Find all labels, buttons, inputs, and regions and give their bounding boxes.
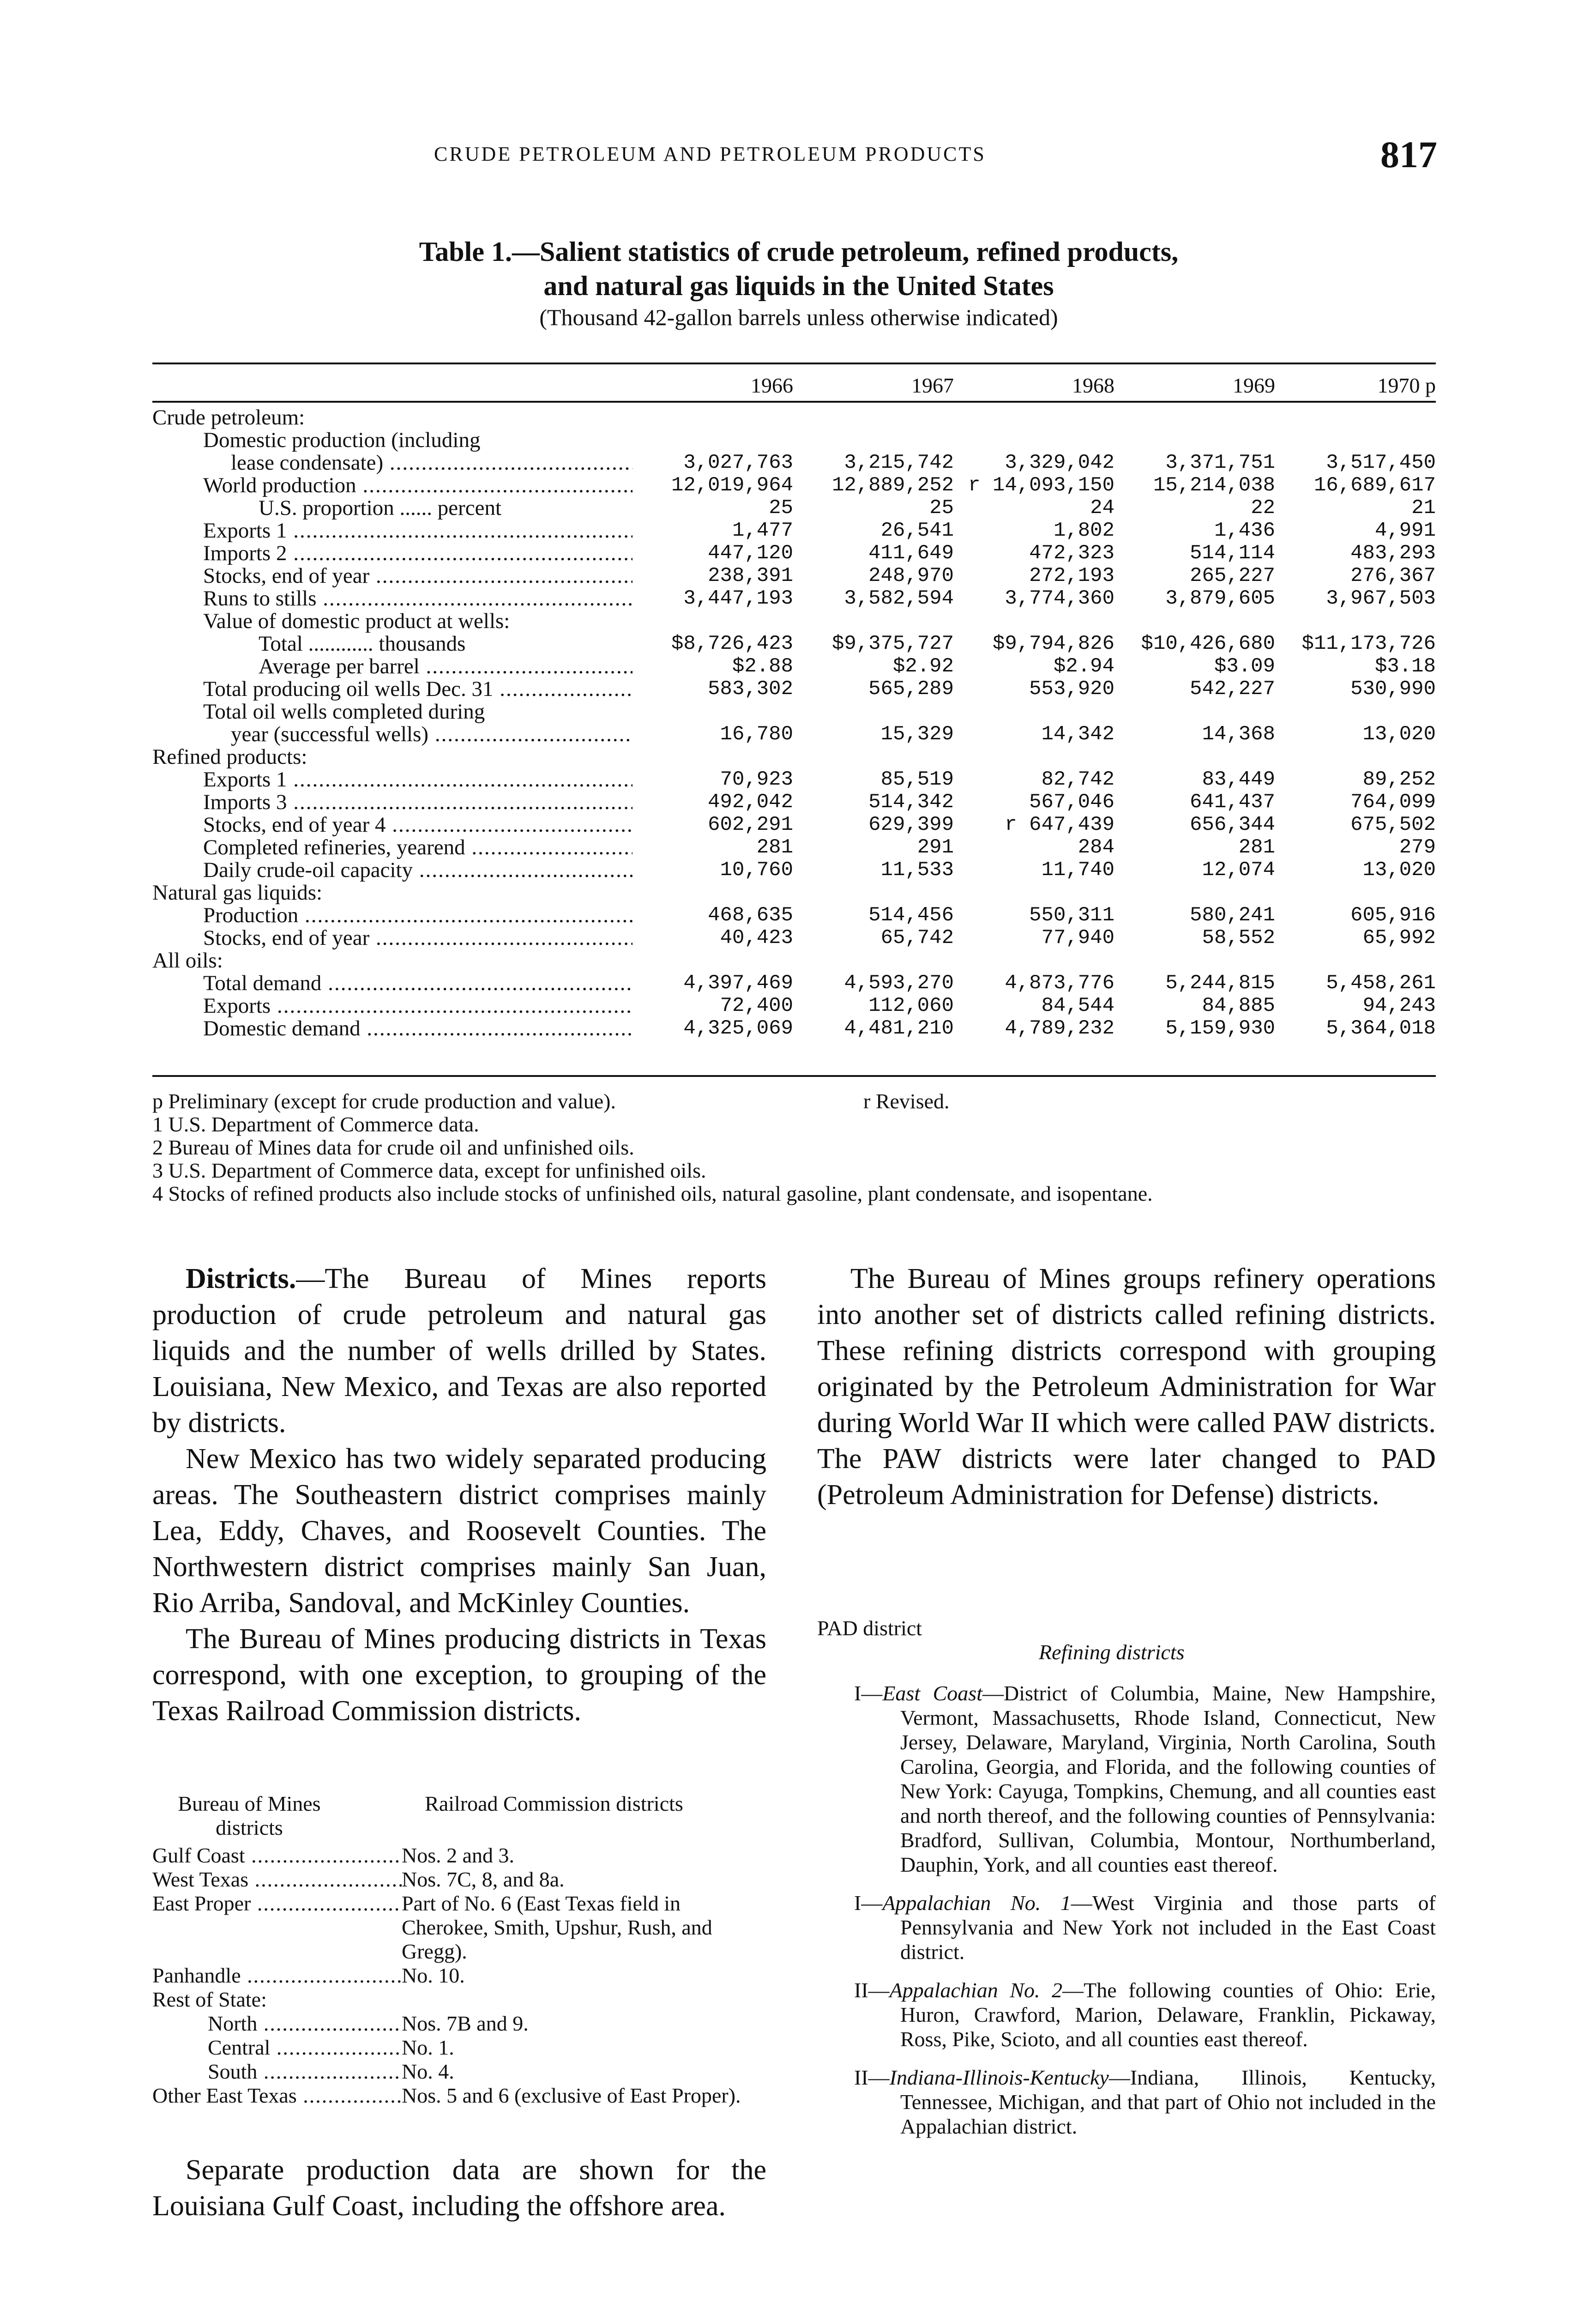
row-label: Completed refineries, yearend ..... — [152, 836, 632, 859]
row-label: Exports 1 ..... — [152, 520, 632, 542]
table-cell: 238,391 — [708, 564, 793, 587]
table-cell: $2.94 — [1053, 655, 1114, 678]
row-label: Natural gas liquids: — [152, 882, 323, 904]
table-cell: 248,970 — [868, 564, 954, 587]
mini-district-name: Central ..... — [152, 2036, 402, 2060]
mini-district-value: Nos. 2 and 3. — [402, 1844, 515, 1867]
table-row — [152, 655, 1436, 678]
table-row — [152, 746, 1436, 768]
table-cell — [954, 406, 1114, 429]
table-cell: 514,342 — [868, 791, 954, 814]
table-row — [152, 859, 1436, 882]
running-head: CRUDE PETROLEUM AND PETROLEUM PRODUCTS — [434, 143, 986, 165]
table-cell — [793, 429, 954, 452]
table-cell: r 14,093,150 — [968, 474, 1114, 497]
table-cell: $9,794,826 — [992, 632, 1114, 655]
table-cell: 492,042 — [708, 791, 793, 814]
table-cell: $2.92 — [892, 655, 954, 678]
mini-district-name: Panhandle ..... — [152, 1964, 402, 1988]
table-cell: 1,477 — [732, 519, 793, 542]
table-cell: 291 — [917, 836, 954, 859]
table-cell — [1114, 406, 1275, 429]
table-row — [152, 927, 1436, 949]
table-row — [152, 542, 1436, 565]
table-cell — [632, 949, 793, 972]
footnote-revised: r Revised. — [863, 1089, 950, 1113]
table-footnotes — [152, 1090, 1436, 1205]
table-cell: 272,193 — [1029, 564, 1114, 587]
pad-district-list — [817, 1681, 1436, 2152]
table-cell: $3.18 — [1374, 655, 1436, 678]
pad-entry-number: I— — [854, 1681, 883, 1705]
table-cell: 15,329 — [880, 723, 954, 746]
table-cell: 468,635 — [708, 904, 793, 927]
row-label: U.S. proportion ...... percent — [259, 497, 502, 520]
table-cell — [632, 610, 793, 633]
table-row — [152, 995, 1436, 1017]
table-cell: 94,243 — [1362, 994, 1436, 1017]
table-cell — [793, 746, 954, 768]
pad-entry-name: Indiana-Illinois-Kentucky — [889, 2066, 1109, 2089]
table-cell — [793, 949, 954, 972]
table-cell: 3,967,503 — [1326, 587, 1436, 610]
districts-text: —The Bureau of Mines reports production of crude petroleum and natural gas liquids and the number of wells drilled by States. Louisiana, New Mexico, and Texas are also reported by districts. — [152, 1263, 766, 1439]
footnote-1: 1 U.S. Department of Commerce data. — [152, 1112, 479, 1136]
pad-entry-name: Appalachian No. 2 — [889, 1978, 1063, 2002]
table-cell: 11,740 — [1041, 858, 1114, 882]
table-cell: 514,456 — [868, 904, 954, 927]
row-label: Total ............ thousands — [259, 633, 466, 655]
mini-district-name: West Texas ..... — [152, 1868, 402, 1892]
table-cell — [632, 429, 793, 452]
table-cell: 4,789,232 — [1005, 1017, 1114, 1040]
row-label: Total oil wells completed during — [203, 701, 485, 723]
mini-district-name: Other East Texas ..... — [152, 2084, 402, 2108]
table-cell — [954, 610, 1114, 633]
table-row — [152, 452, 1436, 474]
mini-district-name: Gulf Coast ..... — [152, 1844, 402, 1868]
mini-district-name: Rest of State: — [152, 1988, 267, 2011]
table-cell: 629,399 — [868, 813, 954, 836]
table-cell: 26,541 — [880, 519, 954, 542]
table-cell: 85,519 — [880, 768, 954, 791]
table-cell: 12,889,252 — [831, 474, 954, 497]
table-cell: 656,344 — [1190, 813, 1275, 836]
table-cell: 3,582,594 — [844, 587, 954, 610]
table-cell: 764,099 — [1350, 791, 1436, 814]
table-title-line1: Table 1.—Salient statistics of crude petroleum, refined products, — [419, 236, 1179, 267]
table-row — [152, 904, 1436, 927]
pad-entry-text: —The following counties of Ohio: Erie, Huron, Crawford, Marion, Delaware, Franklin, Pickaway, Ross, Pike, Scioto, and all counties east thereof. — [900, 1978, 1436, 2051]
table-cell: 472,323 — [1029, 542, 1114, 565]
table-cell: 3,517,450 — [1326, 451, 1436, 474]
table-cell: 65,742 — [880, 926, 954, 949]
texas-paragraph: The Bureau of Mines producing districts in Texas correspond, with one exception, to grouping of the Texas Railroad Commission districts. — [152, 1623, 766, 1727]
table-cell: $9,375,727 — [831, 632, 954, 655]
table-cell — [632, 882, 793, 904]
table-cell: 5,458,261 — [1326, 972, 1436, 995]
row-label: Exports 1 ..... — [152, 768, 632, 791]
table-cell: 4,593,270 — [844, 972, 954, 995]
row-label: Runs to stills ..... — [152, 587, 632, 610]
table-cell: 83,449 — [1202, 768, 1275, 791]
mini-district-value: Nos. 7C, 8, and 8a. — [402, 1868, 565, 1891]
pad-entry-text: —District of Columbia, Maine, New Hampshire, Vermont, Massachusetts, Rhode Island, Connecticut, New Jersey, Delaware, Maryland, Virginia, North Carolina, South Carolina, Georgia, and Florida, and the following counties of New York: Cayuga, Tompkins, Chemung, and all counties east and north thereof, and the following counties of Pennsylvania: Bradford, Sullivan, Columbia, Montour, Northumberland, Dauphin, York, and all counties east thereof. — [900, 1681, 1436, 1876]
table-cell: 112,060 — [868, 994, 954, 1017]
mini-table-row — [152, 2036, 771, 2060]
table-cell: 411,649 — [868, 542, 954, 565]
table-cell — [632, 701, 793, 723]
row-label: Production ..... — [152, 904, 632, 927]
table-cell — [1114, 429, 1275, 452]
row-label: Total producing oil wells Dec. 31 ..... — [152, 678, 632, 701]
table-cell: 4,325,069 — [683, 1017, 793, 1040]
table-cell: 4,397,469 — [683, 972, 793, 995]
mini-table-row — [152, 2012, 771, 2036]
column-header-1968: 1968 — [1072, 374, 1114, 397]
table-row — [152, 520, 1436, 542]
table-row — [152, 406, 1436, 429]
table-cell — [954, 746, 1114, 768]
table-cell: 13,020 — [1362, 723, 1436, 746]
table-cell: 3,215,742 — [844, 451, 954, 474]
table-cell: 1,802 — [1053, 519, 1114, 542]
table-cell: 553,920 — [1029, 677, 1114, 701]
table-cell: 72,400 — [720, 994, 793, 1017]
table-cell: r 647,439 — [1005, 813, 1114, 836]
mini-table-row — [152, 1844, 771, 1868]
new-mexico-paragraph: New Mexico has two widely separated producing areas. The Southeastern district comprises mainly Lea, Eddy, Chaves, and Roosevelt Counties. The Northwestern district comprises mainly San Juan, Rio Arriba, Sandoval, and McKinley Counties. — [152, 1443, 766, 1619]
table-cell: 1,436 — [1214, 519, 1275, 542]
table-cell: $3.09 — [1214, 655, 1275, 678]
table-cell — [1275, 429, 1436, 452]
mini-district-value: Nos. 7B and 9. — [402, 2012, 529, 2035]
table-cell: 89,252 — [1362, 768, 1436, 791]
table-row — [152, 633, 1436, 655]
pad-entry-text: —West Virginia and those parts of Pennsylvania and New York not included in the East Coast district. — [900, 1891, 1436, 1964]
table-cell — [1114, 949, 1275, 972]
table-cell: 583,302 — [708, 677, 793, 701]
mini-table-row — [152, 2060, 771, 2084]
pad-entry — [817, 1681, 1436, 1877]
table-cell — [954, 882, 1114, 904]
table-row — [152, 972, 1436, 995]
pad-header-district: PAD district — [817, 1616, 922, 1640]
table-cell: 580,241 — [1190, 904, 1275, 927]
table-row — [152, 565, 1436, 587]
table-cell: 22 — [1251, 496, 1275, 520]
table-cell: 550,311 — [1029, 904, 1114, 927]
table-cell: $11,173,726 — [1301, 632, 1436, 655]
table-row — [152, 814, 1436, 836]
column-header-1969: 1969 — [1233, 374, 1275, 397]
row-label: lease condensate) ..... — [152, 452, 632, 474]
mini-table-row — [152, 1988, 771, 2012]
table-title-line2: and natural gas liquids in the United States — [543, 271, 1054, 301]
table-cell: 281 — [1238, 836, 1275, 859]
table-cell: 675,502 — [1350, 813, 1436, 836]
table-cell: $10,426,680 — [1141, 632, 1275, 655]
mini-district-name: East Proper ..... — [152, 1892, 402, 1964]
table-cell: 4,991 — [1374, 519, 1436, 542]
table-cell: 605,916 — [1350, 904, 1436, 927]
mini-table-row — [152, 1868, 771, 1892]
table-cell — [1275, 701, 1436, 723]
table-cell: 16,689,617 — [1313, 474, 1436, 497]
table-cell: 530,990 — [1350, 677, 1436, 701]
row-label: Stocks, end of year ..... — [152, 565, 632, 587]
mini-district-value: No. 4. — [402, 2060, 454, 2083]
louisiana-paragraph — [152, 2152, 766, 2224]
table-row — [152, 836, 1436, 859]
row-label: All oils: — [152, 949, 223, 972]
table-top-rule — [152, 363, 1436, 364]
table-cell — [793, 406, 954, 429]
table-cell: 82,742 — [1041, 768, 1114, 791]
mini-district-name: North ..... — [152, 2012, 402, 2036]
pad-entry — [817, 1891, 1436, 1964]
table-header-rule — [152, 401, 1436, 403]
column-header-1966: 1966 — [751, 374, 793, 397]
table-cell: 77,940 — [1041, 926, 1114, 949]
right-column — [817, 1261, 1436, 1513]
row-label: Domestic production (including — [203, 429, 481, 452]
mini-header-bureau: Bureau of Mines districts — [178, 1792, 321, 1839]
table-cell — [1114, 882, 1275, 904]
table-cell: 25 — [769, 496, 793, 520]
row-label: Exports ..... — [152, 995, 632, 1017]
table-row — [152, 587, 1436, 610]
table-cell: 24 — [1090, 496, 1114, 520]
table-row — [152, 610, 1436, 633]
table-cell: 3,027,763 — [683, 451, 793, 474]
table-cell — [1275, 746, 1436, 768]
mini-table-row — [152, 2084, 771, 2108]
table-cell — [954, 429, 1114, 452]
table-cell: 70,923 — [720, 768, 793, 791]
table-row — [152, 474, 1436, 497]
table-cell: 12,019,964 — [671, 474, 793, 497]
table-cell: $2.88 — [732, 655, 793, 678]
salient-statistics-table — [152, 406, 1436, 1040]
pad-entry-number: I— — [854, 1891, 883, 1915]
table-cell — [1275, 406, 1436, 429]
table-cell — [954, 949, 1114, 972]
table-cell: 3,371,751 — [1165, 451, 1275, 474]
table-cell: 284 — [1078, 836, 1114, 859]
table-cell — [1114, 701, 1275, 723]
table-cell: 5,364,018 — [1326, 1017, 1436, 1040]
table-row — [152, 678, 1436, 701]
row-label: Average per barrel ..... — [152, 655, 632, 678]
column-header-1970: 1970 p — [1377, 374, 1436, 397]
table-cell: 281 — [756, 836, 793, 859]
row-label: Imports 2 ..... — [152, 542, 632, 565]
row-label: Value of domestic product at wells: — [203, 610, 510, 633]
table-cell: 514,114 — [1190, 542, 1275, 565]
mini-table-row — [152, 1964, 771, 1988]
row-label: Total demand ..... — [152, 972, 632, 995]
table-cell — [793, 882, 954, 904]
table-subtitle: (Thousand 42-gallon barrels unless otherwise indicated) — [539, 304, 1058, 330]
louisiana-text: Separate production data are shown for the Louisiana Gulf Coast, including the offshore area. — [152, 2154, 766, 2222]
table-cell: 542,227 — [1190, 677, 1275, 701]
row-label: Refined products: — [152, 746, 307, 768]
row-label: Crude petroleum: — [152, 406, 305, 429]
table-cell — [793, 701, 954, 723]
table-row — [152, 497, 1436, 520]
pad-entry-name: East Coast — [882, 1681, 982, 1705]
pad-entry — [817, 1978, 1436, 2051]
row-label: Domestic demand ..... — [152, 1017, 632, 1040]
table-cell: 25 — [929, 496, 954, 520]
table-cell: 14,342 — [1041, 723, 1114, 746]
table-cell: 14,368 — [1202, 723, 1275, 746]
table-cell: 5,244,815 — [1165, 972, 1275, 995]
mini-table-row — [152, 1892, 771, 1964]
pad-header-refining: Refining districts — [1039, 1640, 1185, 1664]
pad-entry-number: II— — [854, 2066, 890, 2089]
table-cell: 58,552 — [1202, 926, 1275, 949]
left-column — [152, 1261, 766, 1729]
table-cell: 4,873,776 — [1005, 972, 1114, 995]
row-label: Daily crude-oil capacity ..... — [152, 859, 632, 882]
mini-district-value: No. 10. — [402, 1964, 465, 1987]
refining-districts-paragraph: The Bureau of Mines groups refinery operations into another set of districts called refining districts. These refining districts correspond with grouping originated by the Petroleum Administration for War during World War II which were called PAW districts. The PAW districts were later changed to PAD (Petroleum Administration for Defense) districts. — [817, 1263, 1436, 1511]
table-cell: 265,227 — [1190, 564, 1275, 587]
districts-paragraph — [152, 1261, 766, 1441]
pad-entry-number: II— — [854, 1978, 890, 2002]
table-cell: 3,774,360 — [1005, 587, 1114, 610]
table-cell: 3,879,605 — [1165, 587, 1275, 610]
mini-table-rows — [152, 1844, 771, 2108]
table-cell: 3,329,042 — [1005, 451, 1114, 474]
row-label: Stocks, end of year ..... — [152, 927, 632, 949]
table-row — [152, 429, 1436, 452]
table-cell: 11,533 — [880, 858, 954, 882]
row-label: World production ..... — [152, 474, 632, 497]
pad-entry-name: Appalachian No. 1 — [882, 1891, 1071, 1915]
mini-district-value: No. 1. — [402, 2036, 454, 2059]
table-cell — [632, 406, 793, 429]
table-cell: 602,291 — [708, 813, 793, 836]
table-cell — [1275, 949, 1436, 972]
table-bottom-rule — [152, 1075, 1436, 1077]
table-cell: 641,437 — [1190, 791, 1275, 814]
table-cell: 84,544 — [1041, 994, 1114, 1017]
mini-district-value — [402, 1988, 771, 2012]
table-cell: 40,423 — [720, 926, 793, 949]
table-row — [152, 701, 1436, 723]
pad-entry-text: —Indiana, Illinois, Kentucky, Tennessee, Michigan, and that part of Ohio not included in the Appalachian district. — [900, 2066, 1436, 2138]
table-cell: 65,992 — [1362, 926, 1436, 949]
table-row — [152, 723, 1436, 746]
footnote-preliminary: p Preliminary (except for crude production and value). — [152, 1089, 616, 1113]
districts-heading: Districts. — [186, 1263, 296, 1294]
table-cell — [1114, 746, 1275, 768]
table-cell — [1275, 610, 1436, 633]
table-cell — [632, 746, 793, 768]
table-cell: 483,293 — [1350, 542, 1436, 565]
table-cell: 567,046 — [1029, 791, 1114, 814]
table-column-headers — [632, 373, 1436, 398]
table-row — [152, 882, 1436, 904]
table-cell: 565,289 — [868, 677, 954, 701]
table-cell: 84,885 — [1202, 994, 1275, 1017]
footnote-2: 2 Bureau of Mines data for crude oil and unfinished oils. — [152, 1136, 634, 1159]
table-cell: 16,780 — [720, 723, 793, 746]
table-cell: 13,020 — [1362, 858, 1436, 882]
table-cell: 279 — [1399, 836, 1436, 859]
table-cell — [954, 701, 1114, 723]
row-label: year (successful wells) ..... — [152, 723, 632, 746]
page-number: 817 — [1380, 133, 1437, 175]
footnote-3: 3 U.S. Department of Commerce data, except for unfinished oils. — [152, 1159, 706, 1182]
table-cell: 5,159,930 — [1165, 1017, 1275, 1040]
table-cell — [1275, 882, 1436, 904]
table-cell: $8,726,423 — [671, 632, 793, 655]
table-cell: 276,367 — [1350, 564, 1436, 587]
table-cell: 3,447,193 — [683, 587, 793, 610]
column-header-1967: 1967 — [911, 374, 954, 397]
mini-district-value: Part of No. 6 (East Texas field in Cherokee, Smith, Upshur, Rush, and Gregg). — [402, 1892, 712, 1963]
table-row — [152, 949, 1436, 972]
pad-table-header — [817, 1616, 1436, 1664]
table-row — [152, 791, 1436, 814]
row-label: Imports 3 ..... — [152, 791, 632, 814]
mini-header-railroad: Railroad Commission districts — [425, 1792, 683, 1815]
table-cell: 10,760 — [720, 858, 793, 882]
table-cell: 12,074 — [1202, 858, 1275, 882]
table-cell: 21 — [1411, 496, 1436, 520]
mini-district-name: South ..... — [152, 2060, 402, 2084]
table-cell: 447,120 — [708, 542, 793, 565]
table-cell — [1114, 610, 1275, 633]
table-row — [152, 1017, 1436, 1040]
pad-entry — [817, 2065, 1436, 2139]
table-cell: 15,214,038 — [1153, 474, 1275, 497]
table-row — [152, 768, 1436, 791]
row-label: Stocks, end of year 4 ..... — [152, 814, 632, 836]
table-cell — [793, 610, 954, 633]
texas-districts-table — [152, 1792, 771, 2108]
table-cell: 4,481,210 — [844, 1017, 954, 1040]
footnote-4: 4 Stocks of refined products also include stocks of unfinished oils, natural gasoline, plant condensate, and isopentane. — [152, 1182, 1153, 1205]
mini-district-value: Nos. 5 and 6 (exclusive of East Proper). — [402, 2084, 741, 2107]
